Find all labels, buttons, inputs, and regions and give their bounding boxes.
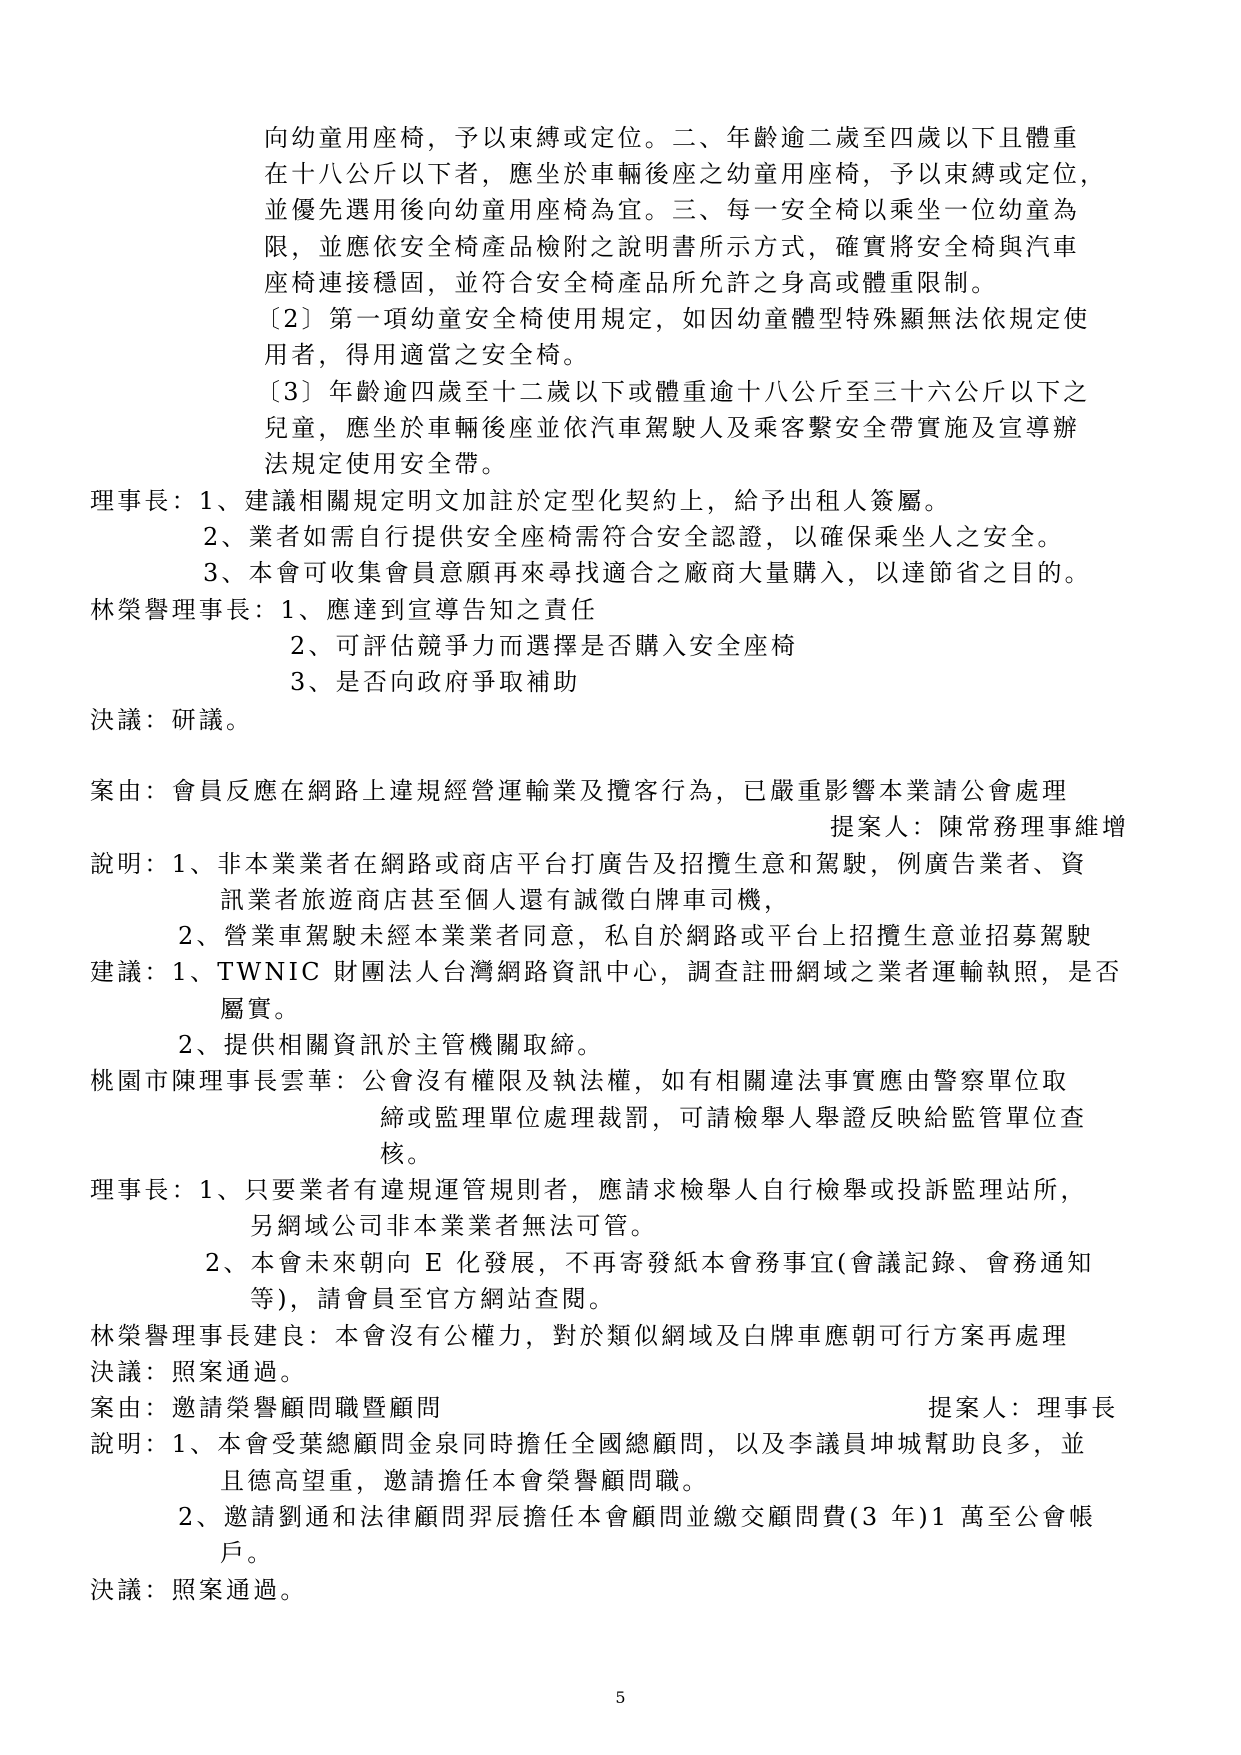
text-line: 2、可評估競爭力而選擇是否購入安全座椅 (290, 632, 799, 660)
resolution: 決議：照案通過。 (90, 1576, 308, 1604)
text-line: 在十八公斤以下者，應坐於車輛後座之幼童用座椅，予以束縛或定位， (264, 160, 1108, 188)
case-title: 案由：邀請榮譽顧問職暨顧問 (90, 1394, 444, 1422)
text-line: 兒童，應坐於車輛後座並依汽車駕駛人及乘客繫安全帶實施及宣導辦 (264, 414, 1080, 442)
text-line: 2、提供相關資訊於主管機關取締。 (178, 1031, 605, 1059)
text-line: 核。 (380, 1140, 435, 1168)
text-line: 並優先選用後向幼童用座椅為宜。三、每一安全椅以乘坐一位幼童為 (264, 196, 1080, 224)
text-line: 法規定使用安全帶。 (264, 450, 509, 478)
text-line: 3、是否向政府爭取補助 (290, 668, 581, 696)
text-line: 林榮譽理事長建良：本會沒有公權力，對於類似網域及白牌車應朝可行方案再處理 (90, 1322, 1070, 1350)
text-line: 2、邀請劉通和法律顧問羿辰擔任本會顧問並繳交顧問費(3 年)1 萬至公會帳 (178, 1503, 1097, 1531)
proposer: 提案人：陳常務理事維增 (830, 813, 1130, 841)
text-line: 理事長：1、建議相關規定明文加註於定型化契約上，給予出租人簽屬。 (90, 487, 952, 515)
text-line: 桃園市陳理事長雲華：公會沒有權限及執法權，如有相關違法事實應由警察單位取 (90, 1067, 1070, 1095)
text-line: 林榮譽理事長：1、應達到宣導告知之責任 (90, 596, 599, 624)
text-line: 向幼童用座椅，予以束縛或定位。二、年齡逾二歲至四歲以下且體重 (264, 124, 1080, 152)
text-line: 理事長：1、只要業者有違規運管規則者，應請求檢舉人自行檢舉或投訴監理站所， (90, 1176, 1088, 1204)
text-line: 3、本會可收集會員意願再來尋找適合之廠商大量購入，以達節省之目的。 (203, 559, 1092, 587)
text-line: 〔3〕年齡逾四歲至十二歲以下或體重逾十八公斤至三十六公斤以下之 (256, 378, 1091, 406)
resolution: 決議：照案通過。 (90, 1358, 308, 1386)
text-line: 且德高望重，邀請擔任本會榮譽顧問職。 (220, 1467, 710, 1495)
text-line: 座椅連接穩固，並符合安全椅產品所允許之身高或體重限制。 (264, 269, 999, 297)
proposer: 提案人：理事長 (928, 1394, 1119, 1422)
text-line: 說明：1、本會受葉總顧問金泉同時擔任全國總顧問，以及李議員坤城幫助良多，並 (90, 1430, 1088, 1458)
case-title: 案由：會員反應在網路上違規經營運輸業及攬客行為，已嚴重影響本業請公會處理 (90, 777, 1070, 805)
text-line: 另網域公司非本業業者無法可管。 (250, 1212, 658, 1240)
text-line: 屬實。 (220, 995, 302, 1023)
text-line: 訊業者旅遊商店甚至個人還有誠徵白牌車司機， (220, 886, 792, 914)
page-number: 5 (615, 1688, 626, 1707)
text-line: 說明：1、非本業業者在網路或商店平台打廣告及招攬生意和駕駛，例廣告業者、資 (90, 850, 1088, 878)
text-line: 2、本會未來朝向 E 化發展，不再寄發紙本會務事宜(會議記錄、會務通知 (205, 1249, 1095, 1277)
text-line: 用者，得用適當之安全椅。 (264, 341, 591, 369)
text-line: 2、營業車駕駛未經本業業者同意，私自於網路或平台上招攬生意並招募駕駛 (178, 922, 1095, 950)
resolution: 決議：研議。 (90, 706, 254, 734)
text-line: 限，並應依安全椅產品檢附之說明書所示方式，確實將安全椅與汽車 (264, 233, 1080, 261)
text-line: 〔2〕第一項幼童安全椅使用規定，如因幼童體型特殊顯無法依規定使 (256, 305, 1091, 333)
text-line: 締或監理單位處理裁罰，可請檢舉人舉證反映給監管單位查 (380, 1104, 1088, 1132)
text-line: 等)，請會員至官方網站查閱。 (250, 1285, 617, 1313)
text-line: 戶。 (220, 1539, 275, 1567)
text-line: 2、業者如需自行提供安全座椅需符合安全認證，以確保乘坐人之安全。 (203, 523, 1065, 551)
text-line: 建議：1、TWNIC 財團法人台灣網路資訊中心，調查註冊網域之業者運輸執照，是否 (90, 958, 1123, 986)
